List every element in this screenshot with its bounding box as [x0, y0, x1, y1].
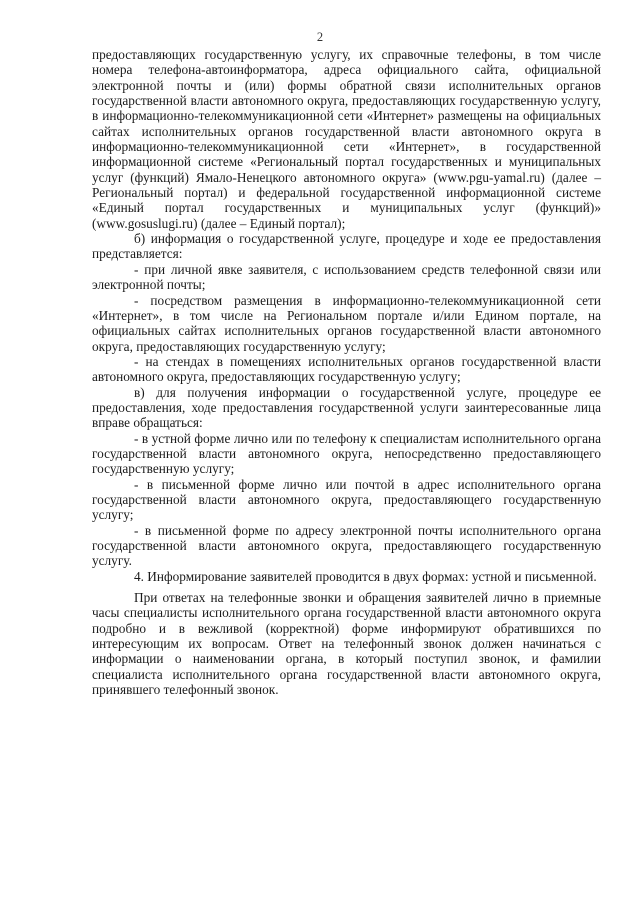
paragraph-phone-answers: При ответах на телефонные звонки и обращения заявителей лично в приемные часы специалисты исполнительного органа государственной власти автономного округа подробно и в вежливой (корректной) форме информируют обратившихся по интересующим их вопросам. Ответ на телефонный звонок должен начинаться с информации о наименовании органа, в который поступил звонок, и фамилии специалиста исполнительного органа государственной власти автономного округа, принявшего телефонный звонок. — [92, 590, 601, 698]
document-body — [92, 47, 601, 697]
list-item-stands: - на стендах в помещениях исполнительных органов государственной власти автономного округа, предоставляющих государственную услугу; — [92, 353, 601, 385]
page-number: 2 — [316, 30, 324, 44]
list-item-oral-form: - в устной форме лично или по телефону к специалистам исполнительного органа государственной власти автономного округа, непосредственно предоставляющего государственную услугу; — [92, 430, 601, 477]
list-item-internet-posting: - посредством размещения в информационно-телекоммуникационной сети «Интернет», в том числе на Региональном портале и/или Едином портале, на официальных сайтах исполнительных органов государственной власти автономного округа, предоставляющих государственную услугу; — [92, 292, 601, 354]
paragraph-section-4: 4. Информирование заявителей проводится в двух формах: устной и письменной. — [134, 568, 597, 584]
paragraph-how-to-request: в) для получения информации о государственной услуге, процедуре ее предоставления, ходе предоставления государственной услуги заинтересованные лица вправе обращаться: — [92, 384, 601, 431]
paragraph-info-provided: б) информация о государственной услуге, процедуре и ходе ее предоставления представляется: — [92, 231, 601, 262]
list-item-personal-visit: - при личной явке заявителя, с использованием средств телефонной связи или электронной почты; — [92, 261, 601, 293]
paragraph-contacts-publication: предоставляющих государственную услугу, их справочные телефоны, в том числе номера телефона-автоинформатора, адреса официального сайта, официальной электронной почты и (или) формы обратной связи исполнительных органов государственной власти автономного округа, предоставляющих государственную услугу, в информационно-телекоммуникационной сети «Интернет» размещены на официальных сайтах исполнительных органов государственной власти автономного округа в информационно-телекоммуникационной сети «Интернет», в государственной информационной системе «Региональный портал государственных и муниципальных услуг (функций) Ямало-Ненецкого автономного округа» (www.pgu-yamal.ru) (далее – Региональный портал) и федеральной государственной информационной системе «Единый портал государственных и муниципальных услуг (функций)» (www.gosuslugi.ru) (далее – Единый портал); — [92, 47, 601, 231]
list-item-written-mail: - в письменной форме лично или почтой в адрес исполнительного органа государственной власти автономного округа, предоставляющего государственную услугу; — [92, 476, 601, 523]
list-item-written-email: - в письменной форме по адресу электронной почты исполнительного органа государственной власти автономного округа, предоставляющего государственную услугу. — [92, 522, 601, 569]
